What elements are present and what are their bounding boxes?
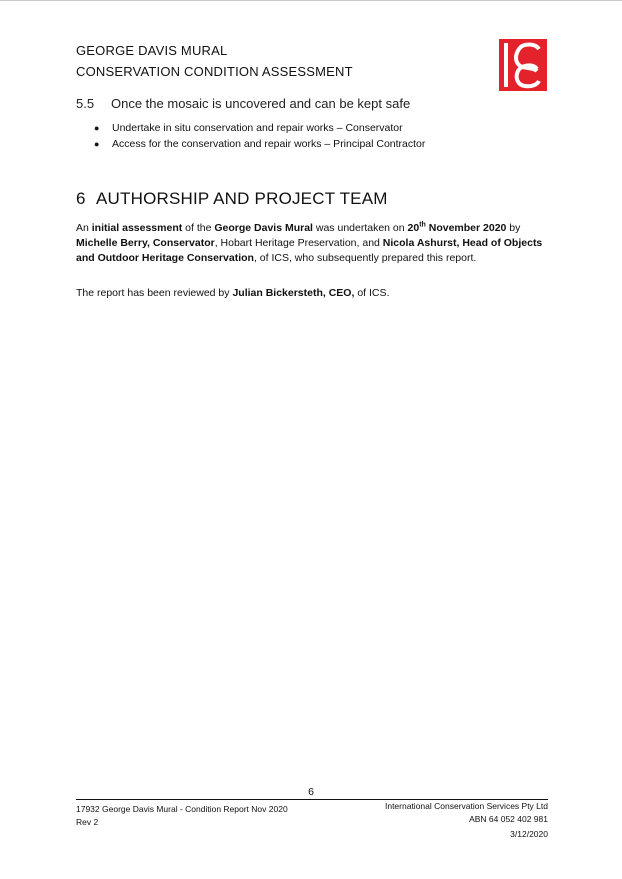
- bullet-icon: ●: [94, 139, 100, 149]
- footer-right: [385, 800, 548, 841]
- header-subtitle: CONSERVATION CONDITION ASSESSMENT: [76, 64, 353, 79]
- logo-letter-i: [504, 43, 508, 87]
- document-header: [76, 40, 353, 82]
- section-title: Once the mosaic is uncovered and can be kept safe: [111, 96, 411, 111]
- section-6-heading: [76, 189, 388, 209]
- list-item: ● Access for the conservation and repair works – Principal Contractor: [94, 138, 426, 150]
- abn-number: ABN 64 052 402 981: [469, 814, 548, 824]
- list-item: ● Undertake in situ conservation and repair works – Conservator: [94, 122, 403, 134]
- bullet-icon: ●: [94, 123, 100, 133]
- ics-logo: [499, 39, 547, 91]
- footer-left: [76, 803, 288, 829]
- header-title: GEORGE DAVIS MURAL: [76, 43, 228, 58]
- revision-label: Rev 2: [76, 817, 99, 827]
- report-reference: 17932 George Davis Mural - Condition Report Nov 2020: [76, 804, 288, 814]
- section-number: 5.5: [76, 96, 95, 111]
- authorship-paragraph: An initial assessment of the George Davis Mural was undertaken on 20th November 2020 by Michelle Berry, Conservator, Hobart Heritage Preservation, and Nicola Ashurst, Head of Objects and Outdoor Heritage Conservation, of ICS, who subsequently prepared this report.: [76, 221, 543, 264]
- section-title: AUTHORSHIP AND PROJECT TEAM: [96, 189, 388, 208]
- section-number: 6: [76, 189, 86, 208]
- page-number: 6: [308, 786, 314, 798]
- review-paragraph: The report has been reviewed by Julian Bickersteth, CEO, of ICS.: [76, 287, 390, 299]
- bullet-list: [94, 120, 425, 152]
- report-date: 3/12/2020: [510, 829, 548, 839]
- top-border: [0, 0, 622, 1]
- section-5-5-heading: [76, 96, 410, 111]
- company-name: International Conservation Services Pty Ltd: [384, 801, 548, 811]
